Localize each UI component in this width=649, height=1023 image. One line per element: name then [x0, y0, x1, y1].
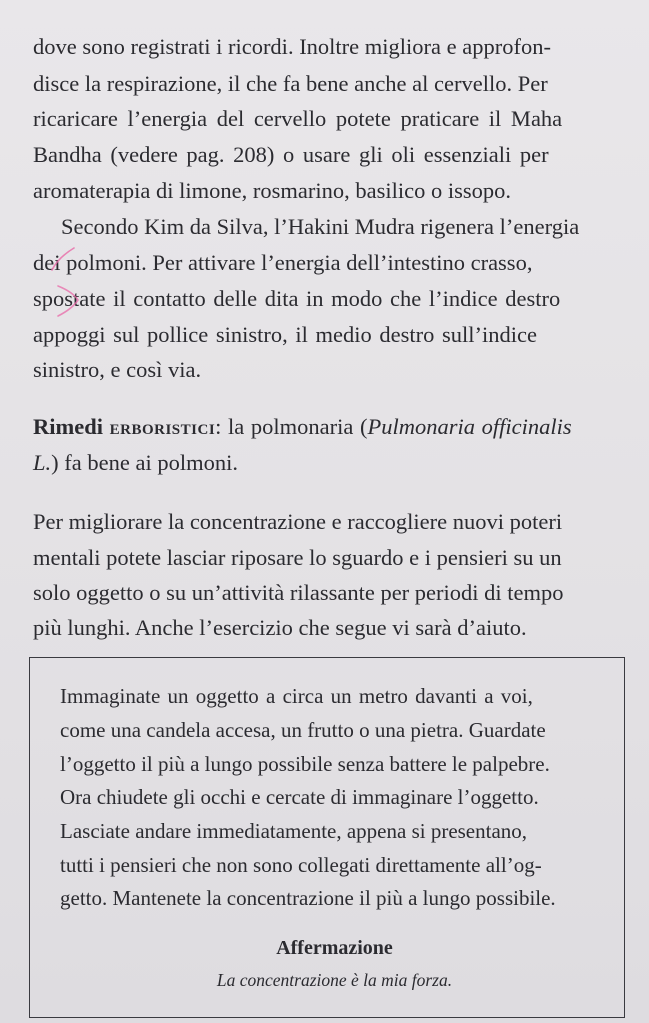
exercise-line: Lasciate andare immediatamente, appena si presentano,: [60, 819, 528, 843]
text-line: dei polmoni. Per attivare l’energia dell’intestino crasso,: [33, 250, 533, 275]
text-line: disce la respirazione, il che fa bene anche al cervello. Per: [33, 71, 548, 96]
remedy-latin-name: Pulmonaria officinalis: [367, 414, 572, 439]
affirmation-title: Affermazione: [276, 937, 393, 959]
text-line: più lunghi. Anche l’esercizio che segue vi sarà d’aiuto.: [33, 615, 527, 640]
affirmation-text: La concentrazione è la mia forza.: [216, 970, 453, 990]
text-line: dove sono registrati i ricordi. Inoltre migliora e approfon-: [33, 34, 551, 59]
text-line: mentali potete lasciar riposare lo sguardo e i pensieri su un: [33, 545, 562, 570]
text-line: sinistro, e così via.: [33, 357, 202, 382]
remedy-text: ) fa bene ai polmoni.: [51, 450, 238, 475]
text-line: appoggi sul pollice sinistro, il medio destro sull’indice: [33, 322, 537, 347]
remedy-latin-abbrev: L.: [33, 450, 52, 475]
remedy-label-smallcaps: erboristici: [109, 415, 216, 439]
remedy-line: [33, 452, 238, 475]
text-line: Per migliorare la concentrazione e raccogliere nuovi poteri: [33, 509, 563, 534]
text-line: aromaterapia di limone, rosmarino, basilico o issopo.: [33, 178, 512, 203]
exercise-line: getto. Mantenete la concentrazione il più a lungo possibile.: [60, 886, 556, 910]
text-line: spostate il contatto delle dita in modo che l’indice destro: [33, 286, 561, 311]
text-line: solo oggetto o su un’attività rilassante per periodi di tempo: [33, 580, 564, 605]
exercise-line: come una candela accesa, un frutto o una pietra. Guardate: [60, 718, 546, 742]
exercise-line: Immaginate un oggetto a circa un metro davanti a voi,: [60, 684, 533, 708]
text-line: Secondo Kim da Silva, l’Hakini Mudra rigenera l’energia: [61, 214, 580, 239]
exercise-line: Ora chiudete gli occhi e cercate di immaginare l’oggetto.: [60, 785, 539, 809]
text-line: Bandha (vedere pag. 208) o usare gli oli essenziali per: [33, 142, 549, 167]
remedy-text: : la polmonaria (: [215, 414, 368, 439]
remedy-label: Rimedi: [33, 414, 103, 439]
remedy-line: [33, 416, 572, 439]
exercise-line: tutti i pensieri che non sono collegati direttamente all’og-: [60, 853, 542, 877]
exercise-line: l’oggetto il più a lungo possibile senza battere le palpebre.: [60, 752, 550, 776]
text-line: ricaricare l’energia del cervello potete praticare il Maha: [33, 106, 563, 131]
